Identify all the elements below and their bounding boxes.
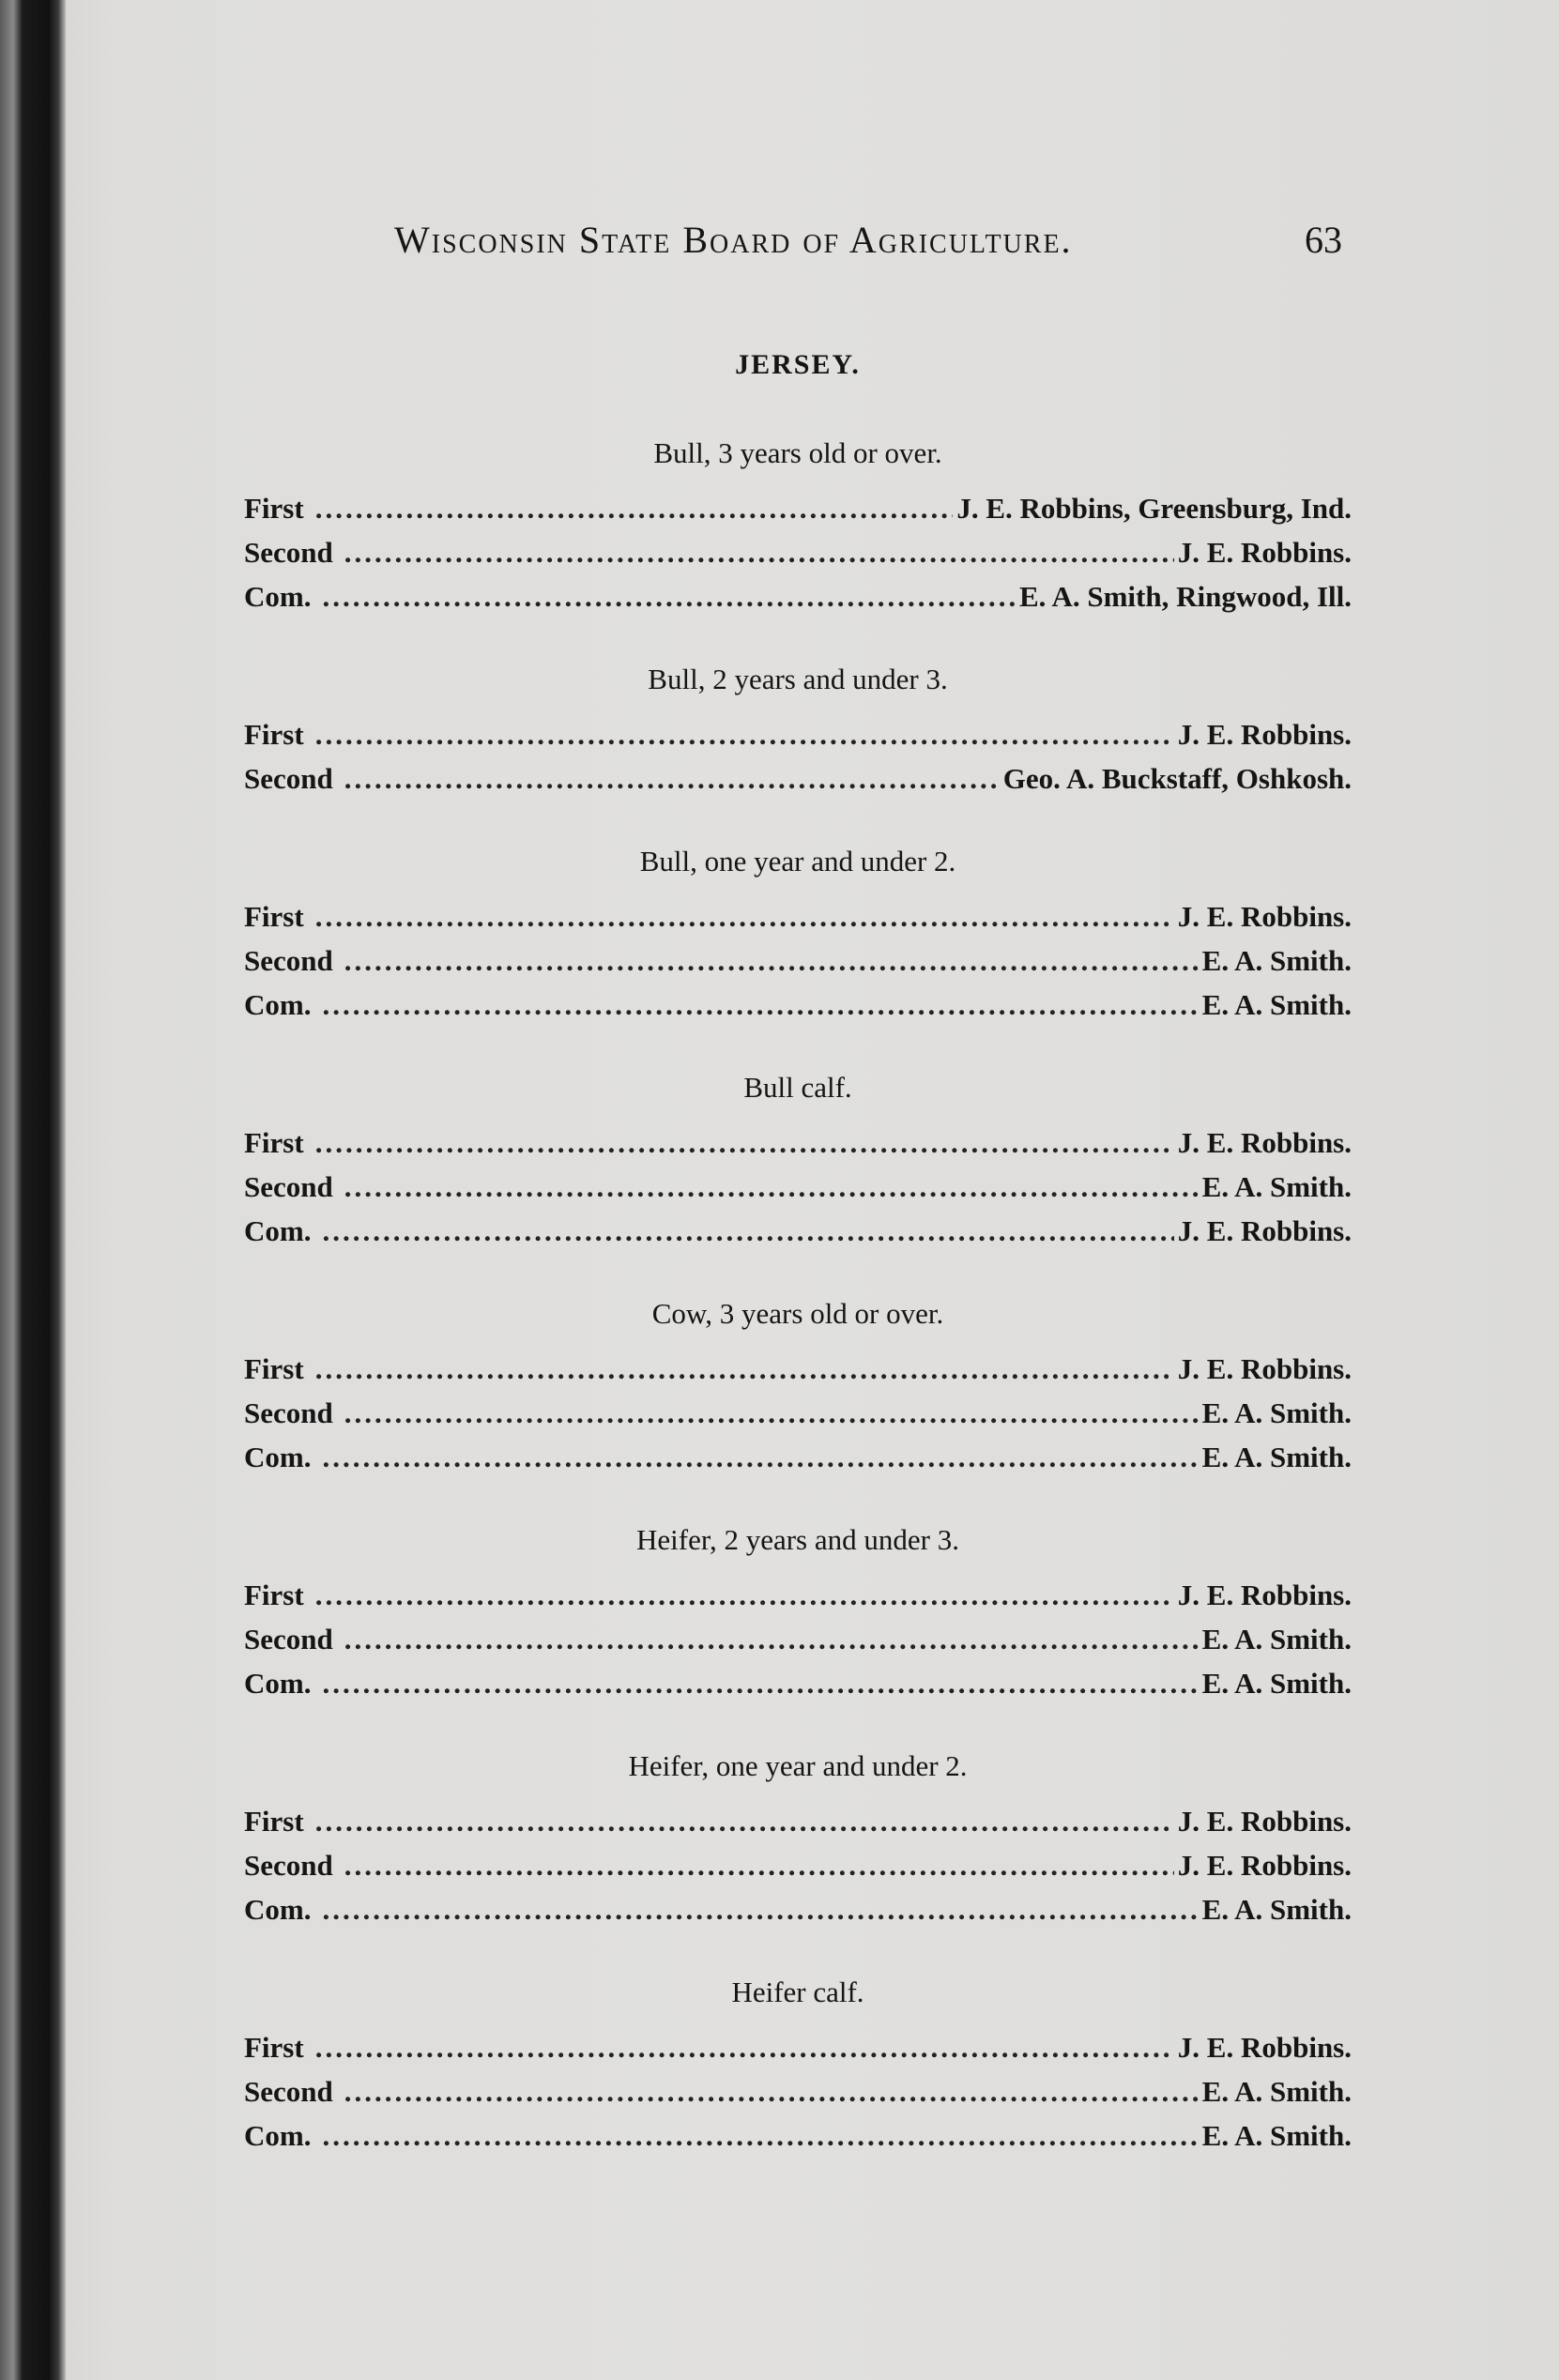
dot-leader bbox=[344, 1165, 1199, 1209]
award-class bbox=[244, 434, 1352, 618]
winner-name: J. E. Robbins. bbox=[1177, 536, 1352, 569]
class-title: Bull, 3 years old or over. bbox=[653, 436, 942, 469]
place-label: Second bbox=[244, 1623, 333, 1655]
award-entry bbox=[244, 1347, 1352, 1391]
class-title: Bull, one year and under 2. bbox=[639, 845, 956, 877]
dot-leader bbox=[315, 1573, 1174, 1617]
page-header bbox=[394, 218, 1342, 274]
award-entry bbox=[244, 1573, 1352, 1617]
award-class bbox=[244, 1520, 1352, 1705]
class-title: Heifer, one year and under 2. bbox=[628, 1749, 968, 1782]
place-label: Second bbox=[244, 944, 333, 977]
dot-leader bbox=[322, 1661, 1198, 1705]
dot-leader bbox=[344, 2069, 1199, 2113]
dot-leader bbox=[315, 1799, 1174, 1843]
dot-leader bbox=[315, 2025, 1174, 2069]
winner-name: E. A. Smith. bbox=[1201, 988, 1352, 1021]
dot-leader bbox=[315, 894, 1174, 938]
award-class bbox=[244, 1747, 1352, 1931]
award-entry bbox=[244, 1209, 1352, 1253]
dot-leader bbox=[322, 1435, 1198, 1479]
award-entry bbox=[244, 938, 1352, 983]
award-entry bbox=[244, 486, 1352, 530]
page-number: 63 bbox=[1305, 219, 1342, 261]
winner-name: E. A. Smith. bbox=[1201, 1170, 1352, 1203]
award-class bbox=[244, 842, 1352, 1027]
winner-name: E. A. Smith. bbox=[1201, 2119, 1352, 2152]
award-entry bbox=[244, 574, 1352, 618]
place-label: First bbox=[244, 1805, 304, 1838]
award-entry bbox=[244, 1165, 1352, 1209]
award-entry bbox=[244, 894, 1352, 938]
class-title: Bull calf. bbox=[743, 1071, 852, 1104]
class-title: Bull, 2 years and under 3. bbox=[648, 663, 948, 695]
dot-leader bbox=[315, 1347, 1174, 1391]
class-title: Cow, 3 years old or over. bbox=[651, 1297, 944, 1330]
award-entry bbox=[244, 2069, 1352, 2113]
award-entry bbox=[244, 756, 1352, 801]
award-entry bbox=[244, 1391, 1352, 1435]
award-class bbox=[244, 1973, 1352, 2158]
winner-name: E. A. Smith, Ringwood, Ill. bbox=[1018, 580, 1352, 613]
winner-name: J. E. Robbins. bbox=[1177, 1849, 1352, 1882]
award-entry bbox=[244, 2025, 1352, 2069]
place-label: First bbox=[244, 1352, 304, 1385]
winner-name: E. A. Smith. bbox=[1201, 1893, 1352, 1926]
winner-name: J. E. Robbins, Greensburg, Ind. bbox=[956, 492, 1352, 525]
award-entry bbox=[244, 1617, 1352, 1661]
award-entry bbox=[244, 712, 1352, 756]
place-label: Com. bbox=[244, 580, 312, 613]
winner-name: J. E. Robbins. bbox=[1177, 900, 1352, 933]
section-title: JERSEY. bbox=[735, 349, 861, 380]
award-entry bbox=[244, 530, 1352, 574]
place-label: Com. bbox=[244, 1893, 312, 1926]
winner-name: E. A. Smith. bbox=[1201, 1441, 1352, 1473]
dot-leader bbox=[344, 938, 1199, 983]
place-label: First bbox=[244, 2031, 304, 2064]
place-label: Second bbox=[244, 2075, 333, 2108]
award-entry bbox=[244, 2113, 1352, 2158]
dot-leader bbox=[315, 712, 1174, 756]
dot-leader bbox=[322, 983, 1198, 1027]
winner-name: J. E. Robbins. bbox=[1177, 1126, 1352, 1159]
award-entry bbox=[244, 1661, 1352, 1705]
award-class bbox=[244, 1294, 1352, 1479]
place-label: Second bbox=[244, 762, 333, 795]
dot-leader bbox=[344, 1843, 1174, 1887]
class-title: Heifer, 2 years and under 3. bbox=[636, 1523, 959, 1556]
winner-name: E. A. Smith. bbox=[1201, 1623, 1352, 1655]
award-entry bbox=[244, 983, 1352, 1027]
award-entry bbox=[244, 1121, 1352, 1165]
winner-name: E. A. Smith. bbox=[1201, 944, 1352, 977]
winner-name: J. E. Robbins. bbox=[1177, 1579, 1352, 1611]
winner-name: J. E. Robbins. bbox=[1177, 1352, 1352, 1385]
award-entry bbox=[244, 1887, 1352, 1931]
winner-name: E. A. Smith. bbox=[1201, 1667, 1352, 1700]
dot-leader bbox=[344, 530, 1174, 574]
place-label: Second bbox=[244, 1849, 333, 1882]
winner-name: E. A. Smith. bbox=[1201, 1396, 1352, 1429]
place-label: Second bbox=[244, 1170, 333, 1203]
class-title: Heifer calf. bbox=[731, 1976, 864, 2008]
place-label: Com. bbox=[244, 1214, 312, 1247]
place-label: First bbox=[244, 492, 304, 525]
award-class bbox=[244, 660, 1352, 801]
award-entry bbox=[244, 1435, 1352, 1479]
dot-leader bbox=[322, 1887, 1198, 1931]
place-label: First bbox=[244, 900, 304, 933]
awards-list bbox=[244, 434, 1352, 2199]
winner-name: J. E. Robbins. bbox=[1177, 1805, 1352, 1838]
place-label: Com. bbox=[244, 988, 312, 1021]
dot-leader bbox=[344, 1391, 1199, 1435]
place-label: Com. bbox=[244, 1441, 312, 1473]
award-class bbox=[244, 1068, 1352, 1253]
award-entry bbox=[244, 1843, 1352, 1887]
winner-name: J. E. Robbins. bbox=[1177, 718, 1352, 751]
dot-leader bbox=[322, 2113, 1198, 2158]
award-entry bbox=[244, 1799, 1352, 1843]
winner-name: J. E. Robbins. bbox=[1177, 1214, 1352, 1247]
dot-leader bbox=[322, 574, 1016, 618]
place-label: First bbox=[244, 718, 304, 751]
place-label: First bbox=[244, 1126, 304, 1159]
winner-name: J. E. Robbins. bbox=[1177, 2031, 1352, 2064]
winner-name: Geo. A. Buckstaff, Oshkosh. bbox=[1002, 762, 1352, 795]
place-label: Com. bbox=[244, 2119, 312, 2152]
dot-leader bbox=[315, 486, 954, 530]
place-label: Second bbox=[244, 536, 333, 569]
dot-leader bbox=[322, 1209, 1173, 1253]
running-title: Wisconsin State Board of Agriculture. bbox=[394, 219, 1073, 261]
dot-leader bbox=[315, 1121, 1174, 1165]
place-label: Com. bbox=[244, 1667, 312, 1700]
place-label: First bbox=[244, 1579, 304, 1611]
dot-leader bbox=[344, 756, 1000, 801]
dot-leader bbox=[344, 1617, 1199, 1661]
winner-name: E. A. Smith. bbox=[1201, 2075, 1352, 2108]
place-label: Second bbox=[244, 1396, 333, 1429]
